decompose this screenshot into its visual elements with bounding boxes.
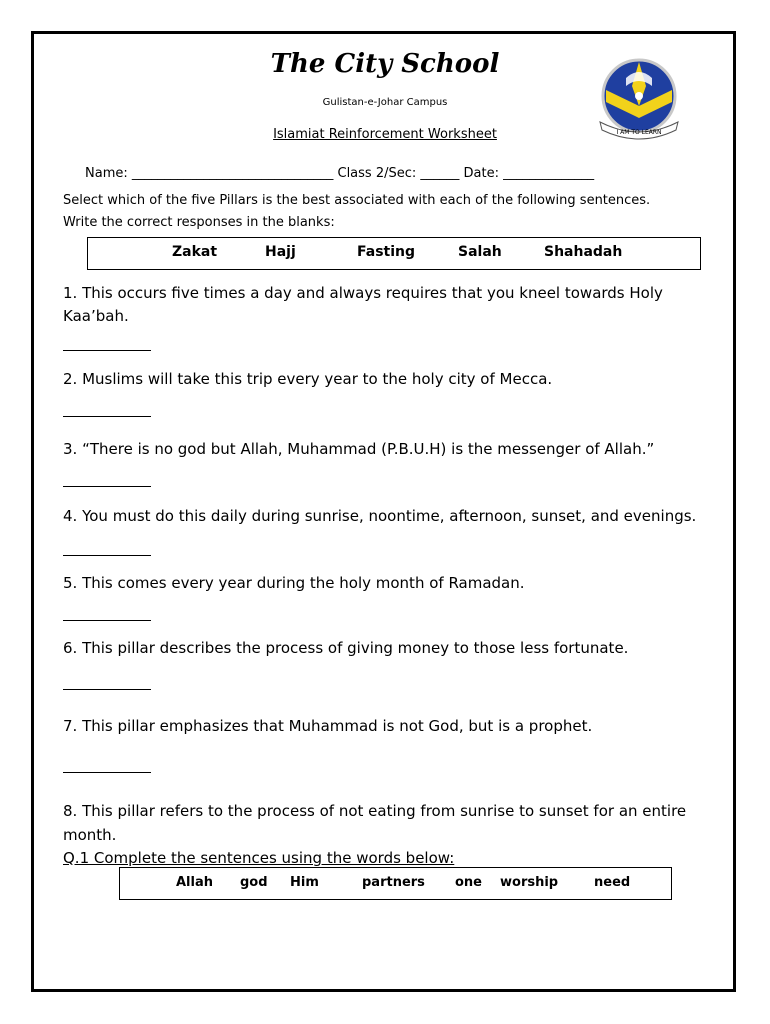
- word-bank-item: Shahadah: [544, 244, 623, 260]
- answer-blank-7[interactable]: [63, 772, 151, 773]
- question-1: 1. This occurs five times a day and always requires that you kneel towards Holy: [63, 284, 663, 302]
- school-logo: [598, 56, 680, 140]
- q1-word: one: [455, 875, 483, 890]
- question-5: 5. This comes every year during the holy month of Ramadan.: [63, 574, 525, 592]
- question-6: 6. This pillar describes the process of giving money to those less fortunate.: [63, 639, 629, 657]
- question-1-continued: Kaa’bah.: [63, 307, 129, 325]
- question-2: 2. Muslims will take this trip every year to the holy city of Mecca.: [63, 370, 553, 388]
- q1-word: Him: [290, 875, 319, 890]
- answer-blank-1[interactable]: [63, 350, 151, 351]
- school-name: The City School: [270, 49, 500, 79]
- question-8-continued: month.: [63, 826, 117, 844]
- question-3: 3. “There is no god but Allah, Muhammad (P.B.U.H) is the messenger of Allah.”: [63, 440, 655, 458]
- question-7: 7. This pillar emphasizes that Muhammad is not God, but is a prophet.: [63, 717, 593, 735]
- student-info-fields[interactable]: Name: _______________________________ Class 2/Sec: ______ Date: ______________: [85, 166, 595, 181]
- campus-name: Gulistan-e-Johar Campus: [322, 97, 448, 108]
- answer-blank-3[interactable]: [63, 486, 151, 487]
- instruction-line-1: Select which of the five Pillars is the best associated with each of the following sentences.: [63, 193, 651, 208]
- answer-blank-2[interactable]: [63, 416, 151, 417]
- q1-word: worship: [500, 875, 559, 890]
- word-bank-item: Fasting: [357, 244, 416, 260]
- q1-word: Allah: [176, 875, 214, 890]
- q1-word: god: [240, 875, 268, 890]
- word-bank-item: Salah: [458, 244, 502, 260]
- worksheet-title: Islamiat Reinforcement Worksheet: [273, 127, 497, 142]
- logo-motto: I AM TO LEARN: [616, 129, 662, 136]
- answer-blank-4[interactable]: [63, 555, 151, 556]
- q1-word: partners: [362, 875, 425, 890]
- question-4: 4. You must do this daily during sunrise, noontime, afternoon, sunset, and evenings.: [63, 507, 697, 525]
- question-8: 8. This pillar refers to the process of not eating from sunrise to sunset for an entire: [63, 802, 687, 820]
- section-q1-title: Q.1 Complete the sentences using the words below:: [63, 849, 455, 867]
- word-bank-item: Zakat: [172, 244, 218, 260]
- answer-blank-6[interactable]: [63, 689, 151, 690]
- answer-blank-5[interactable]: [63, 620, 151, 621]
- instruction-line-2: Write the correct responses in the blanks:: [63, 215, 335, 230]
- q1-word: need: [594, 875, 631, 890]
- word-bank-item: Hajj: [265, 244, 296, 260]
